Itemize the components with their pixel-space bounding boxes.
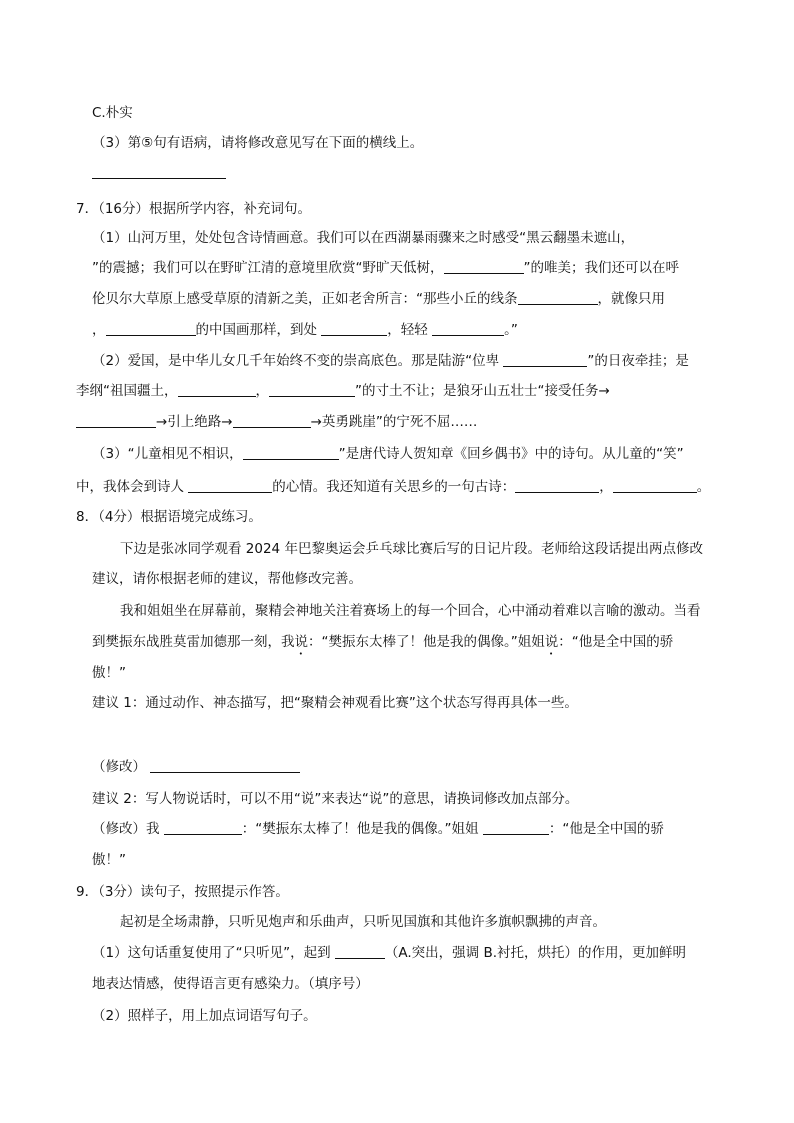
blank-q7-14[interactable]: [613, 478, 697, 493]
q8-diary-line1: 我和姐姐坐在屏幕前，聚精会神地关注着赛场上的每一个回合，心中涌动着难以言喻的激动。当看: [120, 603, 701, 619]
q8-intro-line1: 下边是张冰同学观看 2024 年巴黎奥运会乒乓球比赛后写的日记片段。老师给这段话提出两点修改: [120, 541, 703, 557]
blank-q7-9[interactable]: [76, 413, 156, 428]
blank-q7-11[interactable]: [243, 445, 339, 460]
q8-diary-line3: 傲！”: [92, 665, 126, 681]
blank-q7-10[interactable]: [233, 413, 311, 428]
blank-q9-1[interactable]: [335, 944, 385, 959]
q7-p3-line1: （3）“儿童相见不相识， ”是唐代诗人贺知章《回乡偶书》中的诗句。从儿童的“笑”: [92, 446, 684, 462]
blank-q8-1[interactable]: [150, 758, 300, 773]
blank-q7-1[interactable]: [444, 259, 524, 274]
q8-suggestion1: 建议 1：通过动作、神态描写，把“聚精会神观看比赛”这个状态写得再具体一些。: [92, 695, 578, 711]
blank-q8-2[interactable]: [164, 820, 242, 835]
q8-intro-line2: 建议，请你根据老师的建议，帮他修改完善。: [92, 571, 362, 587]
blank-q7-5[interactable]: [432, 321, 504, 336]
q8-suggestion2: 建议 2：写人物说话时，可以不用“说”来表达“说”的意思，请换词修改加点部分。: [92, 791, 579, 807]
q8-modify1: （修改）: [92, 758, 300, 776]
q9-p1-line2: 地表达情感，使得语言更有感染力。（填序号）: [92, 976, 369, 992]
blank-q7-2[interactable]: [518, 290, 598, 305]
blank-q7-12[interactable]: [188, 478, 272, 493]
q7-p1-line2: ”的震撼；我们可以在野旷江清的意境里欣赏“野旷天低树， ”的唯美；我们还可以在呼: [92, 260, 679, 276]
q8-diary-line2: 到樊振东战胜莫雷加德那一刻，我说：“樊振东太棒了！他是我的偶像。”姐姐说：“他是全中国的骄: [92, 634, 674, 650]
blank-q7-13[interactable]: [515, 478, 599, 493]
blank-q7-6[interactable]: [503, 352, 587, 367]
q9-heading: 9．（3分）读句子，按照提示作答。: [76, 884, 289, 900]
q8-modify2-end: 傲！”: [92, 852, 126, 868]
blank-q7-3[interactable]: [106, 321, 196, 336]
q8-heading: 8．（4分）根据语境完成练习。: [76, 509, 262, 525]
q7-p2-line2: 李纲“祖国疆土， ， ”的寸土不让；是狼牙山五壮士“接受任务→: [76, 383, 610, 399]
q7-p2-line3: →引上绝路→ →英勇跳崖”的宁死不屈……: [76, 413, 477, 431]
blank-q7-4[interactable]: [321, 321, 387, 336]
option-c: C.朴实: [92, 105, 133, 121]
answer-line-q6[interactable]: [92, 178, 226, 179]
q7-p1-line1: （1）山河万里，处处包含诗情画意。我们可以在西湖暴雨骤来之时感受“黑云翻墨未遮山，: [92, 230, 635, 246]
q9-sentence: 起初是全场肃静，只听见炮声和乐曲声，只听见国旗和其他许多旗帜飘拂的声音。: [120, 914, 606, 930]
q7-p3-line2: 中，我体会到诗人 的心情。我还知道有关思乡的一句古诗： ， 。: [76, 479, 711, 495]
q7-p2-line1: （2）爱国，是中华儿女几千年始终不变的崇高底色。那是陆游“位卑 ”的日夜牵挂；是: [92, 353, 689, 369]
q7-p1-line3: 伦贝尔大草原上感受草原的清新之美，正如老舍所言：“那些小丘的线条 ，就像只用: [92, 291, 665, 307]
blank-q8-3[interactable]: [483, 820, 549, 835]
blank-q7-7[interactable]: [178, 382, 256, 397]
q8-modify2: （修改）我 ：“樊振东太棒了！他是我的偶像。”姐姐 ：“他是全中国的骄: [92, 821, 664, 837]
q9-p1-line1: （1）这句话重复使用了“只听见”，起到 （A.突出，强调 B.衬托，烘托）的作用，更加鲜明: [92, 945, 687, 961]
emphasized-word: 说: [294, 634, 308, 650]
q7-p1-line4: ， 的中国画那样，到处 ，轻轻 。”: [92, 322, 518, 338]
emphasized-word: 说: [544, 634, 559, 650]
q7-heading: 7．（16分）根据所学内容，补充词句。: [76, 201, 312, 217]
blank-q7-8[interactable]: [269, 382, 355, 397]
q9-p2: （2）照样子，用上加点词语写句子。: [92, 1008, 317, 1024]
q6-part3-instruction: （3）第⑤句有语病，请将修改意见写在下面的横线上。: [92, 135, 424, 151]
